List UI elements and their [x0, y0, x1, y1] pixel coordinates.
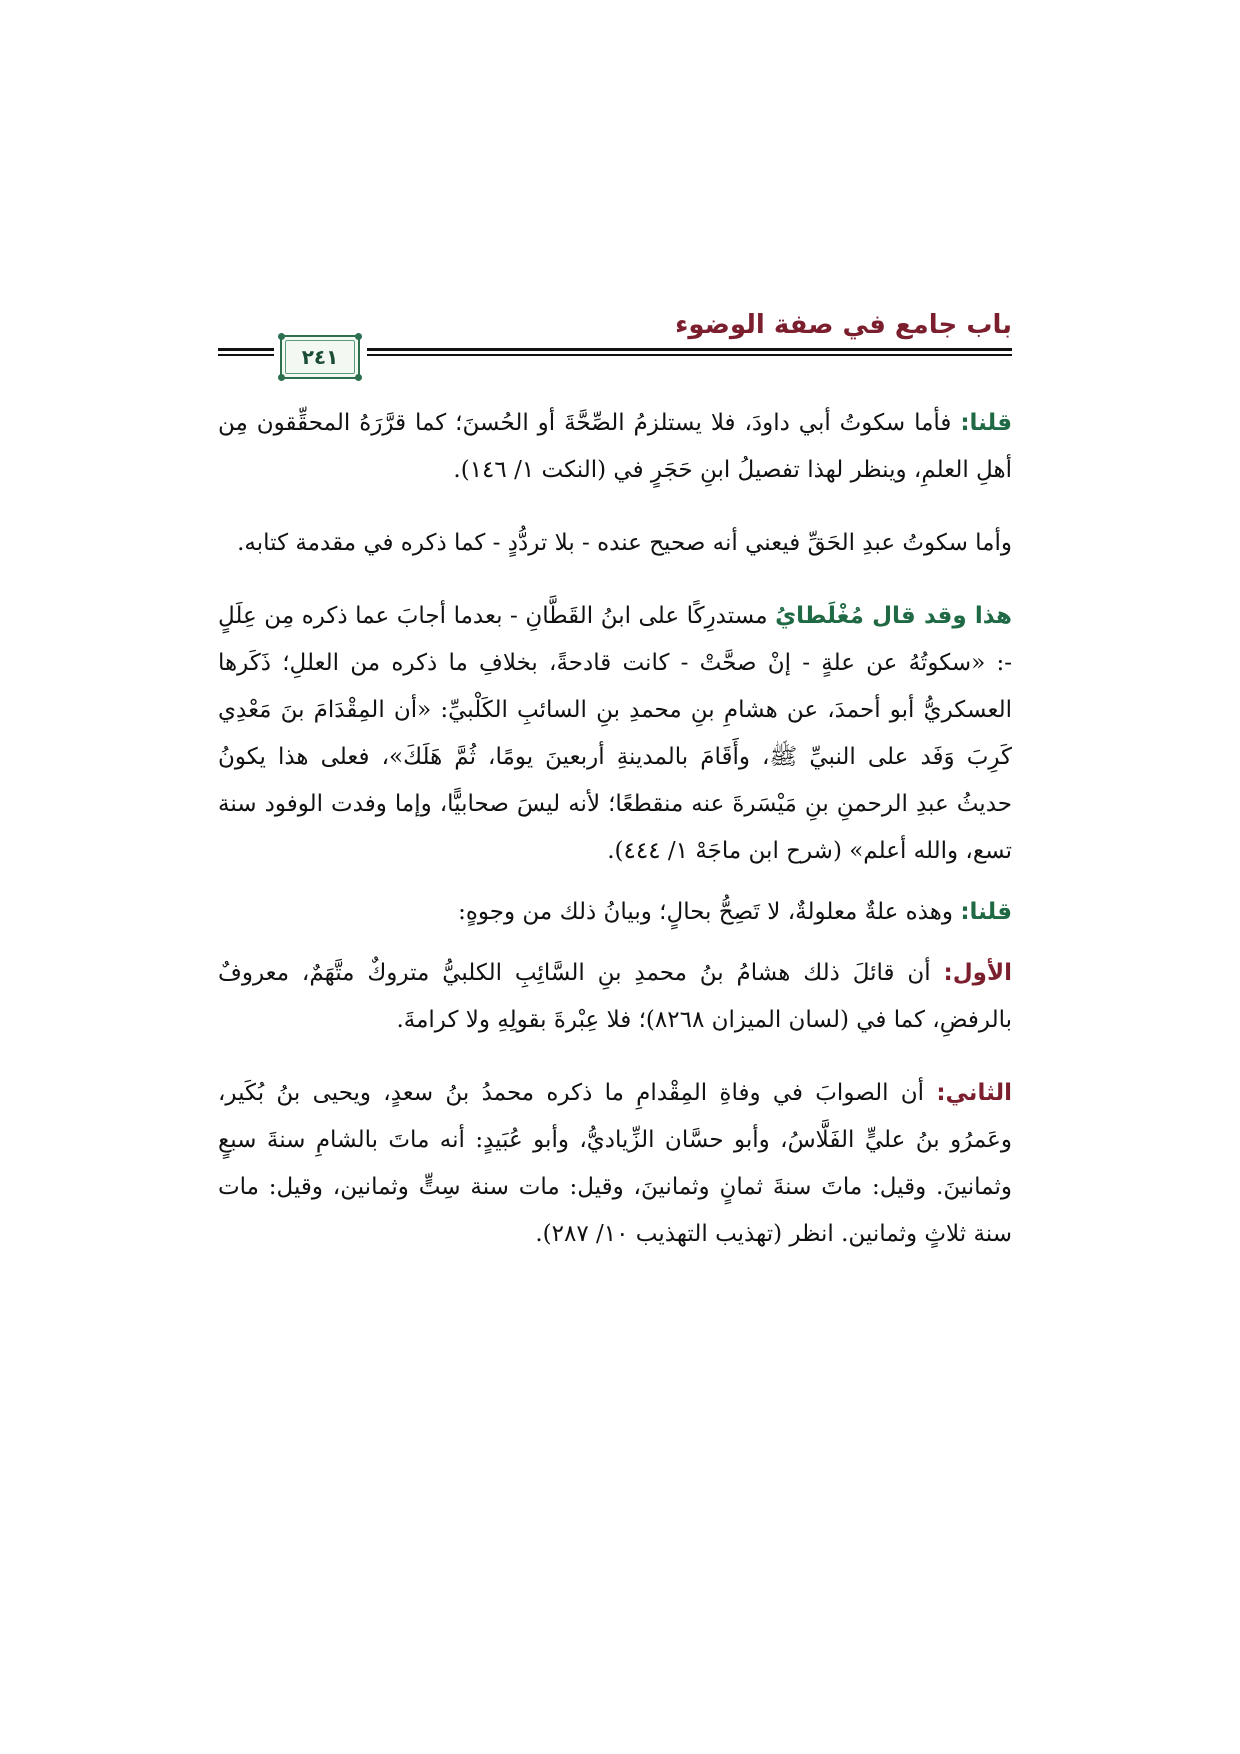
header-rule-left-top	[218, 348, 274, 351]
paragraph-text: أن الصوابَ في وفاةِ المِقْدامِ ما ذكره محمدُ بنُ سعدٍ، ويحيى بنُ بُكَير، وعَمرُو بنُ عليٍّ الفَلَّاسُ، وأبو حسَّان الزِّياديُّ، وأبو عُبَيدٍ: أنه ماتَ بالشامِ سنةَ سبعٍ وثمانينَ. وقيل: ماتَ سنةَ ثمانٍ وثمانينَ، وقيل: مات سنة سِتٍّ وثمانين، وقيل: مات سنة ثلاثٍ وثمانين. انظر (تهذيب التهذيب ١٠/ ٢٨٧).	[218, 1080, 1012, 1247]
paragraph-text: أن قائلَ ذلك هشامُ بنُ محمدِ بنِ السَّائِبِ الكلبيُّ متروكٌ متَّهَمٌ، معروفٌ بالرفضِ، كما في (لسان الميزان ٨٢٦٨)؛ فلا عِبْرةَ بقولِهِ ولا كرامةَ.	[218, 960, 1012, 1033]
paragraph-text: وأما سكوتُ عبدِ الحَقِّ فيعني أنه صحيح عنده - بلا تردُّدٍ - كما ذكره في مقدمة كتابه.	[237, 530, 1012, 556]
paragraph-lead: الثاني:	[936, 1080, 1012, 1106]
chapter-title: باب جامع في صفة الوضوء	[675, 310, 1012, 340]
paragraph-text: مستدرِكًا على ابنُ القَطَّانِ - بعدما أجابَ عما ذكره مِن عِلَلٍ -: «سكوتُهُ عن علةٍ - إنْ صحَّتْ - كانت قادحةً، بخلافِ ما ذكره من العللِ؛ ذَكَرها العسكريُّ أبو أحمدَ، عن هشامِ بنِ محمدِ بنِ السائبِ الكَلْبيِّ: «أن المِقْدَامَ بنَ مَعْدِي كَرِبَ وَفَد على النبيِّ ﷺ، وأَقَامَ بالمدينةِ أربعينَ يومًا، ثُمَّ هَلَكَ»، فعلى هذا يكونُ حديثُ عبدِ الرحمنِ بنِ مَيْسَرةَ عنه منقطعًا؛ لأنه ليسَ صحابيًّا، وإما وفدت الوفود سنة تسع، والله أعلم» (شرح ابن ماجَهْ ١/ ٤٤٤).	[218, 603, 1012, 864]
paragraph-lead: الأول:	[943, 960, 1012, 986]
paragraph-6	[218, 1070, 1012, 1258]
paragraph-lead: هذا وقد قال مُغْلَطايُ	[775, 603, 1012, 629]
header-rule-right-top	[367, 348, 1012, 351]
paragraph-lead: قلنا:	[960, 410, 1012, 436]
paragraph-2	[218, 520, 1012, 567]
paragraph-4	[218, 889, 1012, 936]
paragraph-3	[218, 593, 1012, 875]
paragraph-lead: قلنا:	[960, 899, 1012, 925]
paragraph-1	[218, 400, 1012, 494]
paragraph-text: فأما سكوتُ أبي داودَ، فلا يستلزمُ الصِّحَّةَ أو الحُسنَ؛ كما قرَّرَهُ المحقِّقون مِن أهلِ العلمِ، وينظر لهذا تفصيلُ ابنِ حَجَرٍ في (النكت ١/ ١٤٦).	[218, 410, 1012, 483]
page-number-ornament	[280, 335, 360, 379]
page-body	[218, 400, 1012, 1258]
header-rule-right-bottom	[367, 354, 1012, 356]
paragraph-5	[218, 950, 1012, 1044]
page-number: ٢٤١	[301, 345, 339, 369]
header-rule-left-bottom	[218, 354, 274, 356]
paragraph-text: وهذه علةٌ معلولةٌ، لا تَصِحُّ بحالٍ؛ وبيانُ ذلك من وجوهٍ:	[458, 899, 961, 925]
page-header	[218, 310, 1012, 384]
